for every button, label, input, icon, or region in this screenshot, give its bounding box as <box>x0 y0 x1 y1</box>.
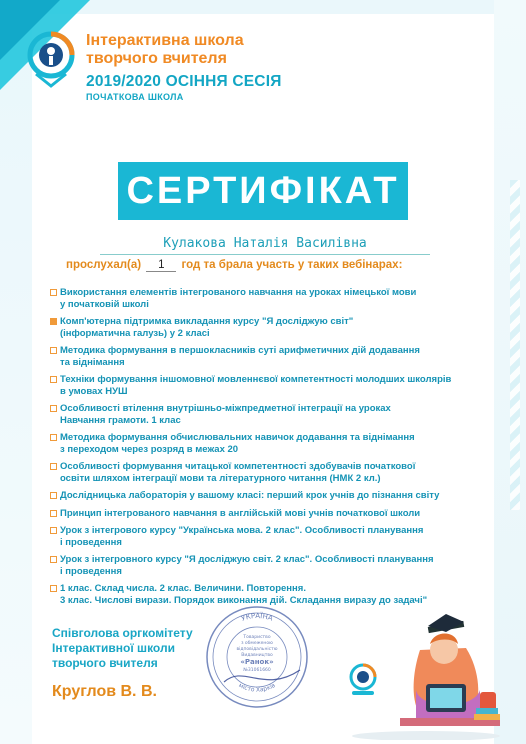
checkbox-bullet-icon <box>50 463 57 470</box>
webinar-title-line1: Принцип інтегрованого навчання в англійській мові учнів початкової школи <box>60 507 421 519</box>
webinar-title-line1: Техніки формування іншомовної мовленнєвої компетентності молодших школярів <box>60 374 452 385</box>
webinar-title-line1: Методика формування в першокласників суті арифметичних дій додавання <box>60 345 420 356</box>
checkbox-bullet-icon <box>50 434 57 441</box>
checkbox-bullet-icon <box>50 405 57 412</box>
checkbox-bullet-icon <box>50 318 57 325</box>
webinar-title-line1: Використання елементів інтегрованого навчання на уроках німецької мови <box>60 287 417 298</box>
checkbox-bullet-icon <box>50 527 57 534</box>
stamp-brand: «Ранок» <box>240 658 274 666</box>
header <box>86 32 386 102</box>
webinar-title-line2: в умовах НУШ <box>60 385 128 397</box>
session-title: 2019/2020 ОСІННЯ СЕСІЯ <box>86 73 282 90</box>
webinar-title-line2: 3 клас. Числові вирази. Порядок виконання дій. Складання виразу до задачі" <box>60 594 428 606</box>
webinar-title-line2: і проведення <box>60 536 122 548</box>
checkbox-bullet-icon <box>50 585 57 592</box>
webinar-item <box>50 403 480 426</box>
webinar-title-line2: освіти шляхом інтеграції мови та літературного читання (НМК 2 кл.) <box>60 472 381 484</box>
webinar-title-line1: Урок з інтегрового курсу "Українська мова. 2 клас". Особливості планування <box>60 525 424 536</box>
checkbox-bullet-icon <box>50 492 57 499</box>
webinar-title-line1: Особливості втілення внутрішньо-міжпредметної інтеграції на уроках <box>60 403 391 414</box>
recipient-name: Кулакова Наталія Василівна <box>163 236 367 251</box>
signature-role-line1: Співголова оргкомітету <box>52 626 193 640</box>
stamp-line4: Видавництво <box>241 653 273 658</box>
listened-line <box>66 259 466 272</box>
stamp-top-text: УКРАЇНА <box>240 611 274 623</box>
school-name-line1: Інтерактивна школа <box>86 32 244 49</box>
stamp-line1: Товариство <box>243 635 271 640</box>
certificate-title: СЕРТИФІКАТ <box>126 169 400 212</box>
webinar-title-line1: Комп'ютерна підтримка викладання курсу "Я досліджую світ" <box>60 316 354 327</box>
checkbox-bullet-icon <box>50 510 57 517</box>
webinar-item <box>50 345 480 368</box>
checkbox-bullet-icon <box>50 289 57 296</box>
hours-value: 1 <box>146 259 176 272</box>
webinar-title-line2: (інформатична галузь) у 2 класі <box>60 327 210 339</box>
webinar-item <box>50 554 480 577</box>
listened-prefix: прослухал(а) <box>66 259 142 271</box>
webinar-item <box>50 525 480 548</box>
side-stripe-decoration <box>510 180 520 510</box>
webinar-item <box>50 316 480 339</box>
school-name-line2: творчого вчителя <box>86 50 227 67</box>
webinar-title-line1: 1 клас. Склад числа. 2 клас. Величини. Повторення. <box>60 583 306 594</box>
left-border <box>0 0 32 744</box>
name-underline <box>100 254 430 255</box>
webinar-title-line1: Особливості формування читацької компетентності здобувачів початкової <box>60 461 416 472</box>
signature-role-line2: Інтерактивної школи <box>52 641 175 655</box>
signature-name: Круглов В. В. <box>52 683 157 700</box>
school-level: ПОЧАТКОВА ШКОЛА <box>86 92 184 102</box>
webinar-item <box>50 461 480 484</box>
svg-text:місто Харків <box>237 682 277 694</box>
webinar-title-line1: Методика формування обчислювальних навичок додавання та віднімання <box>60 432 415 443</box>
small-logo-icon <box>348 662 378 696</box>
webinar-title-line1: Дослідницька лабораторія у вашому класі: перший крок учнів до пізнання світу <box>60 490 440 501</box>
webinar-title-line2: та віднімання <box>60 356 125 368</box>
stamp-line3: відповідальністю <box>236 647 278 652</box>
stamp-bottom-text: місто Харків <box>237 682 277 694</box>
webinar-item <box>50 374 480 397</box>
school-logo-icon <box>26 30 76 88</box>
webinar-item <box>50 490 480 502</box>
stamp-line2: з обмеженою <box>241 641 273 646</box>
certificate-banner <box>118 162 408 220</box>
checkbox-bullet-icon <box>50 556 57 563</box>
webinar-title-line2: і проведення <box>60 565 122 577</box>
webinar-list <box>50 287 480 612</box>
checkbox-bullet-icon <box>50 347 57 354</box>
webinar-item <box>50 508 480 520</box>
webinar-item <box>50 287 480 310</box>
listened-suffix: год та брала участь у таких вебінарах: <box>181 259 403 271</box>
webinar-title-line2: з переходом через розряд в межах 20 <box>60 443 239 455</box>
webinar-item <box>50 432 480 455</box>
webinar-title-line1: Урок з інтегровного курсу "Я досліджую світ. 2 клас". Особливості планування <box>60 554 434 565</box>
checkbox-bullet-icon <box>50 376 57 383</box>
stamp-code: №31061660 <box>243 668 271 673</box>
webinar-title-line2: Навчання грамоти. 1 клас <box>60 414 181 426</box>
webinar-title-line2: у початковій школі <box>60 298 149 310</box>
official-stamp <box>204 604 310 710</box>
svg-text:УКРАЇНА <box>240 611 274 623</box>
signature-role-line3: творчого вчителя <box>52 656 158 670</box>
